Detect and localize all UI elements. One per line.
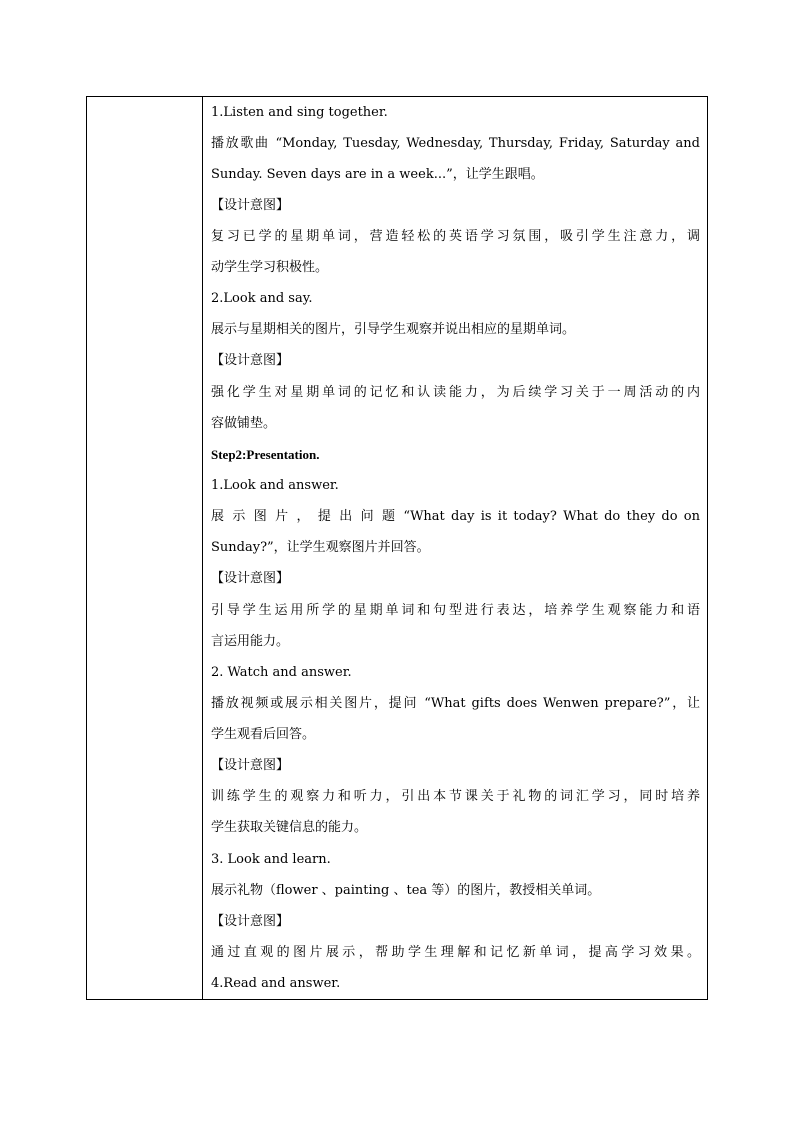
text-line: 学生获取关键信息的能力。 — [211, 820, 368, 835]
text-line: 展示与星期相关的图片，引导学生观察并说出相应的星期单词。 — [211, 322, 576, 337]
text-line: 言运用能力。 — [211, 634, 290, 649]
text-line: Sunday. Seven days are in a week...”，让学生跟唱。 — [211, 167, 544, 182]
design-intent-label: 【设计意图】 — [211, 353, 290, 368]
text-line: 展 示 图 片 ， 提 出 问 题 “What day is it today? What do they do on — [211, 509, 700, 524]
text-line: 播放视频或展示相关图片，提问 “What gifts does Wenwen prepare?”，让 — [211, 696, 700, 711]
design-intent-label: 【设计意图】 — [211, 571, 290, 586]
step-look-learn: 3. Look and learn. — [211, 852, 331, 867]
step-look-say: 2.Look and say. — [211, 291, 313, 306]
text-line: 播放歌曲 “Monday, Tuesday, Wednesday, Thursday, Friday, Saturday and — [211, 136, 700, 151]
step-read-answer: 4.Read and answer. — [211, 976, 341, 991]
text-line: 引导学生运用所学的星期单词和句型进行表达，培养学生观察能力和语 — [211, 603, 700, 618]
text-line: 训练学生的观察力和听力，引出本节课关于礼物的词汇学习，同时培养 — [211, 789, 700, 804]
text-line: 强化学生对星期单词的记忆和认读能力，为后续学习关于一周活动的内 — [211, 385, 700, 400]
text-line: 通过直观的图片展示，帮助学生理解和记忆新单词，提高学习效果。 — [211, 945, 700, 960]
text-line: 复习已学的星期单词，营造轻松的英语学习氛围，吸引学生注意力，调 — [211, 229, 700, 244]
text-line: 展示礼物（flower 、painting 、tea 等）的图片，教授相关单词。 — [211, 883, 601, 898]
left-column-cell — [87, 97, 203, 999]
design-intent-label: 【设计意图】 — [211, 198, 290, 213]
step-look-answer: 1.Look and answer. — [211, 478, 339, 493]
step-watch-answer: 2. Watch and answer. — [211, 665, 352, 680]
section-heading-presentation: Step2:Presentation. — [211, 447, 320, 462]
procedure-cell — [204, 97, 707, 999]
text-line: Sunday?”，让学生观察图片并回答。 — [211, 540, 430, 555]
text-line: 动学生学习积极性。 — [211, 260, 329, 275]
text-line: 学生观看后回答。 — [211, 727, 316, 742]
design-intent-label: 【设计意图】 — [211, 758, 290, 773]
step-listen-sing: 1.Listen and sing together. — [211, 105, 388, 120]
design-intent-label: 【设计意图】 — [211, 914, 290, 929]
lesson-table — [86, 96, 708, 1000]
text-line: 容做铺垫。 — [211, 416, 277, 431]
